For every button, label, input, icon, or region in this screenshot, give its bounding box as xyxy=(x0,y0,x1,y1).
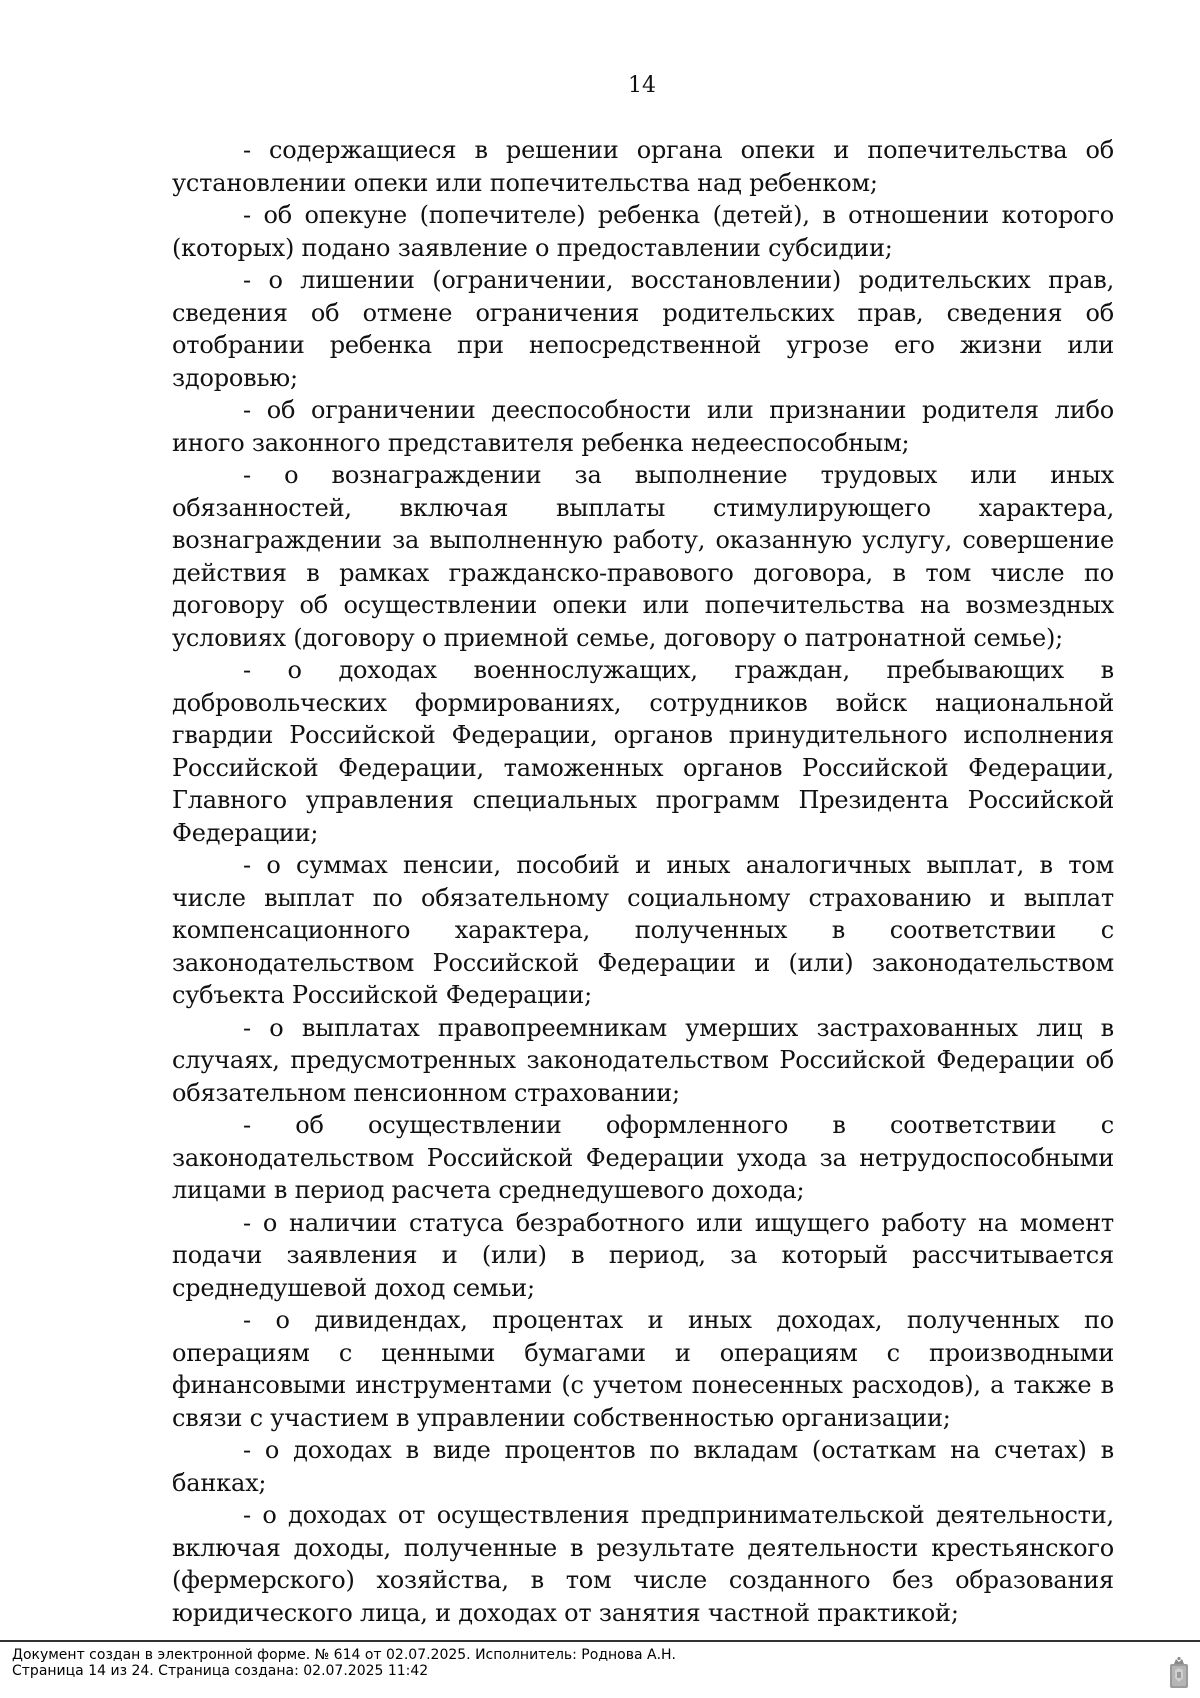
list-item: - об опекуне (попечителе) ребенка (детей), в отношении которого (которых) подано заявление о предоставлении субсидии; xyxy=(172,201,1114,262)
list-item: - о доходах от осуществления предпринимательской деятельности, включая доходы, полученные в результате деятельности крестьянского (фермерского) хозяйства, в том числе созданного без образования юридического лица, и доходах от занятия частной практикой; xyxy=(172,1501,1114,1627)
footer-page-info: Страница 14 из 24. Страница создана: 02.07.2025 11:42 xyxy=(12,1663,429,1679)
footer-divider xyxy=(0,1640,1200,1642)
list-item: - о наличии статуса безработного или ищущего работу на момент подачи заявления и (или) в период, за который рассчитывается среднедушевой доход семьи; xyxy=(172,1208,1114,1302)
list-item: - о вознаграждении за выполнение трудовых или иных обязанностей, включая выплаты стимулирующего характера, вознаграждении за выполненную работу, оказанную услугу, совершение действия в рамках гражданско-правового договора, в том числе по договору об осуществлении опеки или попечительства на возмездных условиях (договору о приемной семье, договору о патронатной семье); xyxy=(172,461,1114,652)
list-item: - о дивидендах, процентах и иных доходах, полученных по операциям с ценными бумагами и операциям с производными финансовыми инструментами (с учетом понесенных расходов), а также в связи с участием в управлении собственностью организации; xyxy=(172,1306,1114,1432)
list-item: - о лишении (ограничении, восстановлении) родительских прав, сведения об отмене ограничения родительских прав, сведения об отобрании ребенка при непосредственной угрозе его жизни или здоровью; xyxy=(172,266,1114,392)
document-footer xyxy=(12,1647,676,1679)
page-number: 14 xyxy=(628,73,656,98)
list-item: - содержащиеся в решении органа опеки и попечительства об установлении опеки или попечительства над ребенком; xyxy=(172,136,1114,197)
list-item: - о доходах военнослужащих, граждан, пребывающих в добровольческих формированиях, сотрудников войск национальной гвардии Российской Федерации, органов принудительного исполнения Российской Федерации, таможенных органов Российской Федерации, Главного управления специальных программ Президента Российской Федерации; xyxy=(172,656,1114,847)
list-item: - об осуществлении оформленного в соответствии с законодательством Российской Федерации ухода за нетрудоспособными лицами в период расчета среднедушевого дохода; xyxy=(172,1111,1114,1204)
list-item: - о суммах пенсии, пособий и иных аналогичных выплат, в том числе выплат по обязательному социальному страхованию и выплат компенсационного характера, полученных в соответствии с законодательством Российской Федерации и (или) законодательством субъекта Российской Федерации; xyxy=(172,851,1114,1009)
list-item: - о доходах в виде процентов по вкладам (остаткам на счетах) в банках; xyxy=(172,1436,1114,1497)
coat-of-arms-icon xyxy=(1168,1656,1190,1690)
list-item: - об ограничении дееспособности или признании родителя либо иного законного представителя ребенка недееспособным; xyxy=(172,396,1114,457)
document-body xyxy=(172,134,1114,1629)
footer-document-info: Документ создан в электронной форме. № 614 от 02.07.2025. Исполнитель: Роднова А.Н. xyxy=(12,1647,677,1663)
list-item: - о выплатах правопреемникам умерших застрахованных лиц в случаях, предусмотренных законодательством Российской Федерации об обязательном пенсионном страховании; xyxy=(172,1013,1114,1107)
